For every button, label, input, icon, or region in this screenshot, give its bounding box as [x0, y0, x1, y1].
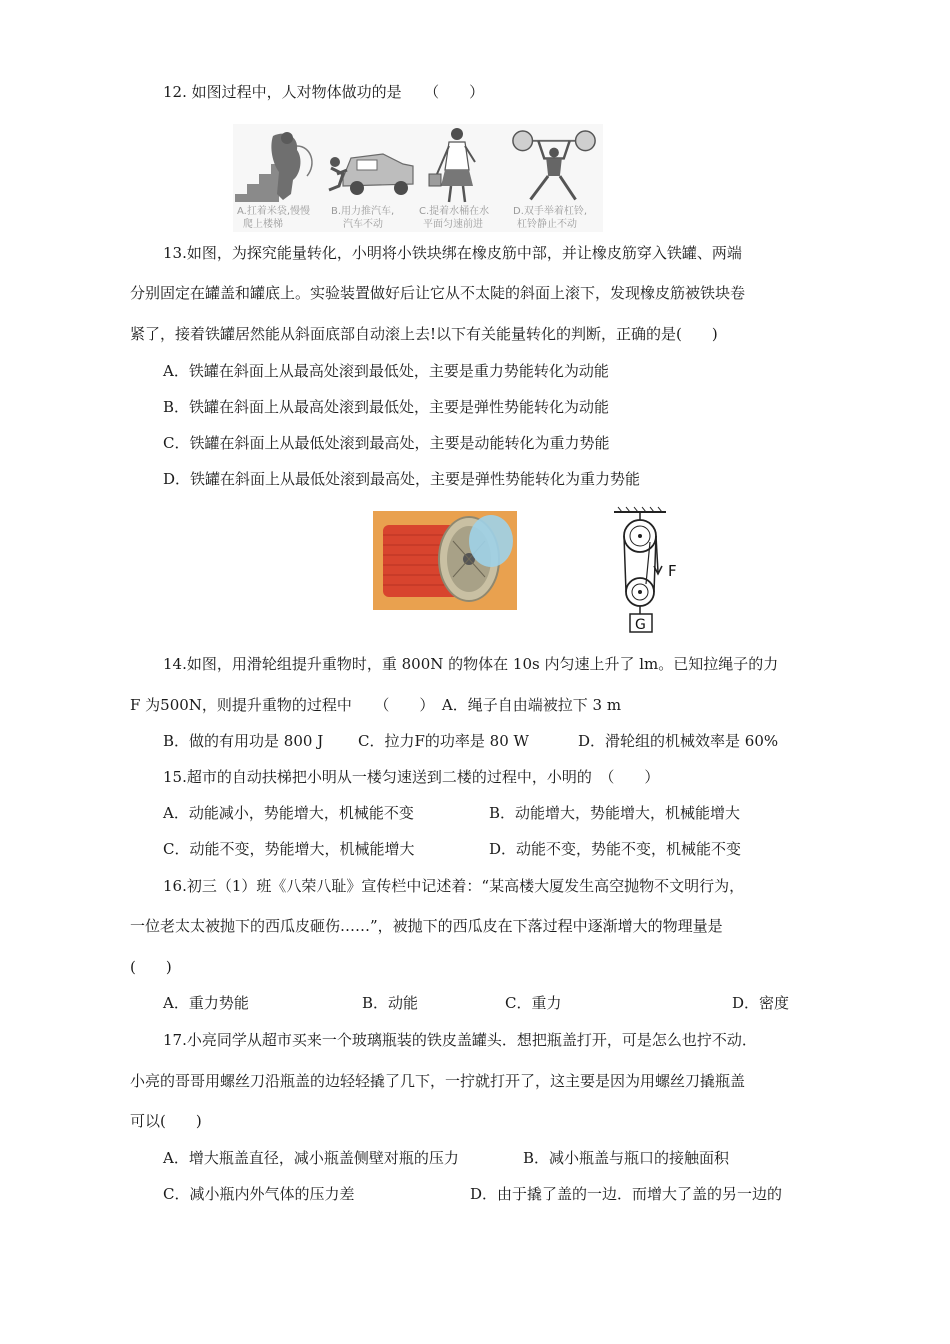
pulley-force-label: F — [668, 562, 677, 580]
q12-caption-c-line1: C.提着水桶在水 — [419, 206, 490, 217]
q17-option-d: D．由于撬了盖的一边．而增大了盖的另一边的 — [470, 1185, 783, 1203]
q12-figure — [233, 124, 603, 232]
q14-option-b: B．做的有用功是 800 J — [163, 732, 324, 750]
q13-option-b: B．铁罐在斜面上从最高处滚到最低处，主要是弹性势能转化为动能 — [163, 398, 610, 416]
q15-option-d: D．动能不变，势能不变，机械能不变 — [489, 840, 742, 858]
q14-stem-line2: F 为500N，则提升重物的过程中 （ ） A．绳子自由端被拉下 3 m — [130, 696, 622, 714]
q16-stem-line3: ( ) — [130, 958, 172, 976]
q12-caption-b-line2: 汽车不动 — [343, 219, 383, 230]
q17-option-c: C．减小瓶内外气体的压力差 — [163, 1185, 355, 1203]
q13-stem-line2: 分别固定在罐盖和罐底上。实验装置做好后让它从不太陡的斜面上滚下，发现橡皮筋被铁块卷 — [130, 284, 746, 302]
q17-stem-line1: 17.小亮同学从超市买来一个玻璃瓶装的铁皮盖罐头．想把瓶盖打开，可是怎么也拧不动． — [163, 1031, 757, 1049]
q14-option-c: C．拉力F的功率是 80 W — [358, 732, 529, 750]
q13-option-d: D．铁罐在斜面上从最低处滚到最高处，主要是弹性势能转化为重力势能 — [163, 470, 641, 488]
q16-option-d: D．密度 — [732, 994, 790, 1012]
q16-option-a: A．重力势能 — [163, 994, 249, 1012]
rolling-can-photo — [373, 511, 517, 610]
q17-stem-line2: 小亮的哥哥用螺丝刀沿瓶盖的边轻轻撬了几下，一拧就打开了，这主要是因为用螺丝刀撬瓶盖 — [130, 1072, 746, 1090]
q15-option-a: A．动能减小，势能增大，机械能不变 — [163, 804, 414, 822]
pulley-block-diagram — [610, 506, 690, 638]
q12-stem: 12. 如图过程中，人对物体做功的是 （ ） — [163, 83, 485, 101]
q17-stem-line3: 可以( ) — [130, 1112, 202, 1130]
q16-stem-line2: 一位老太太被抛下的西瓜皮砸伤……”，被抛下的西瓜皮在下落过程中逐渐增大的物理量是 — [130, 917, 723, 935]
q15-option-c: C．动能不变，势能增大，机械能增大 — [163, 840, 415, 858]
q13-stem-line1: 13.如图，为探究能量转化，小明将小铁块绑在橡皮筋中部，并让橡皮筋穿入铁罐、两端 — [163, 244, 742, 262]
q17-option-b: B．减小瓶盖与瓶口的接触面积 — [523, 1149, 730, 1167]
q16-option-c: C．重力 — [505, 994, 562, 1012]
q12-caption-c-line2: 平面匀速前进 — [423, 219, 483, 230]
q12-caption-d-line1: D.双手举着杠铃, — [513, 206, 588, 217]
q13-stem-line3: 紧了，接着铁罐居然能从斜面底部自动滚上去!以下有关能量转化的判断，正确的是( ) — [130, 325, 718, 343]
q13-option-a: A．铁罐在斜面上从最高处滚到最低处，主要是重力势能转化为动能 — [163, 362, 609, 380]
q12-caption-a-line1: A.扛着米袋,慢慢 — [237, 206, 311, 217]
q16-stem-line1: 16.初三（1）班《八荣八耻》宣传栏中记述着：“某高楼大厦发生高空抛物不文明行为， — [163, 877, 745, 895]
pulley-weight-label: G — [635, 617, 646, 633]
q15-option-b: B．动能增大，势能增大，机械能增大 — [489, 804, 741, 822]
q14-option-d: D．滑轮组的机械效率是 60% — [578, 732, 779, 750]
q12-caption-d-line2: 杠铃静止不动 — [517, 219, 577, 230]
q16-option-b: B．动能 — [362, 994, 419, 1012]
q12-caption-a-line2: 爬上楼梯 — [243, 219, 283, 230]
q17-option-a: A．增大瓶盖直径，减小瓶盖侧壁对瓶的压力 — [163, 1149, 459, 1167]
q12-caption-b-line1: B.用力推汽车, — [331, 206, 395, 217]
q14-stem-line1: 14.如图，用滑轮组提升重物时，重 800N 的物体在 10s 内匀速上升了 lm。已知拉绳子的力 — [163, 655, 779, 673]
q15-stem: 15.超市的自动扶梯把小明从一楼匀速送到二楼的过程中，小明的 （ ） — [163, 768, 660, 786]
q13-option-c: C．铁罐在斜面上从最低处滚到最高处，主要是动能转化为重力势能 — [163, 434, 610, 452]
